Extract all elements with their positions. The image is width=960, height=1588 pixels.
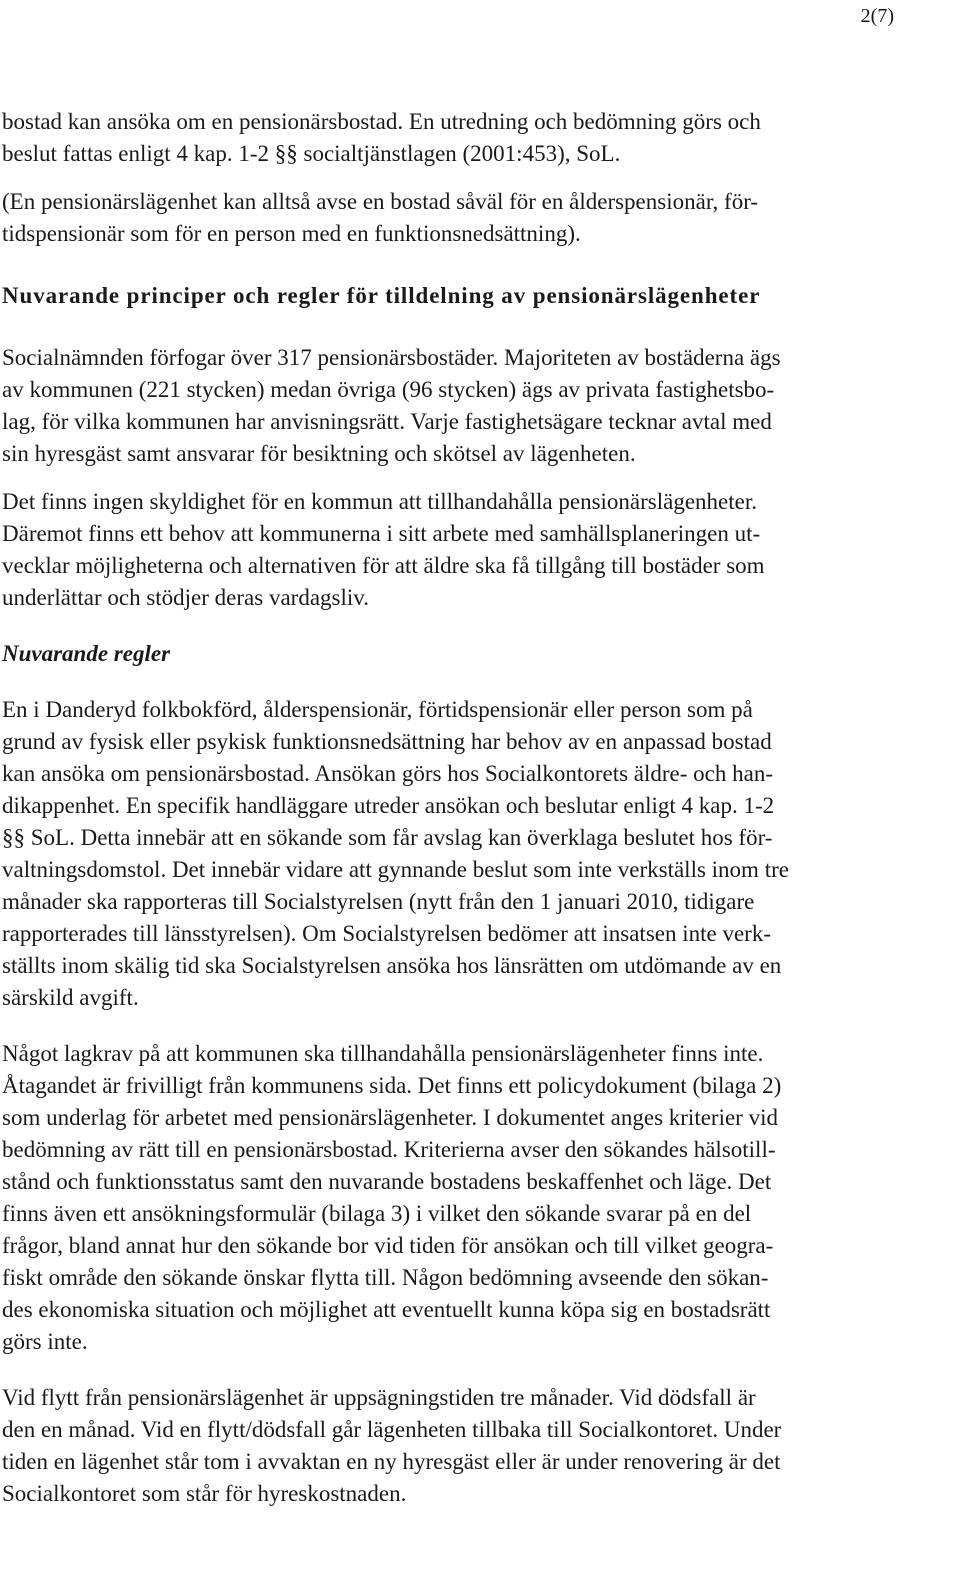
paragraph-housing-count: Socialnämnden förfogar över 317 pensionärsbostäder. Majoriteten av bostäderna ägs av kommunen (221 stycken) medan övriga (96 stycken) ägs av privata fastighetsbo- lag, för vilka kommunen har anvisningsrätt. Varje fastighetsägare tecknar avtal med sin hyresgäst samt ansvarar för besiktning och skötsel av lägenheten. (2, 345, 781, 466)
paragraph-intro-continued: bostad kan ansöka om en pensionärsbostad. En utredning och bedömning görs och beslut fattas enligt 4 kap. 1-2 §§ socialtjänstlagen (2001:453), SoL. (2, 109, 761, 166)
paragraph-policy-document: Något lagkrav på att kommunen ska tillhandahålla pensionärslägenheter finns inte. Åtagandet är frivilligt från kommunens sida. Det finns ett policydokument (bilaga 2) som underlag för arbetet med pensionärslägenheter. I dokumentet anges kriterier vid bedömning av rätt till en pensionärsbostad. Kriterierna avser den sökandes hälsotill- stånd och funktionsstatus samt den nuvarande bostadens beskaffenhet och läge. Det finns även ett ansökningsformulär (bilaga 3) i vilket den sökande svarar på en del frågor, bland annat hur den sökande bor vid tiden för ansökan och till vilket geogra- fiskt område den sökande önskar flytta till. Någon bedömning avseende den sökan- des ekonomiska situation och möjlighet att eventuellt kunna köpa sig en bostadsrätt görs inte. (2, 1041, 782, 1354)
paragraph-notice-period: Vid flytt från pensionärslägenhet är uppsägningstiden tre månader. Vid dödsfall är den en månad. Vid en flytt/dödsfall går lägenheten tillbaka till Socialkontoret. Under tiden en lägenhet står tom i avvaktan en ny hyresgäst eller är under renovering är det Socialkontoret som står för hyreskostnaden. (2, 1385, 782, 1506)
section-heading-principles: Nuvarande principer och regler för tilldelning av pensionärslägenheter (2, 283, 761, 308)
page-number: 2(7) (860, 5, 894, 27)
paragraph-no-obligation: Det finns ingen skyldighet för en kommun att tillhandahålla pensionärslägenheter. Däremot finns ett behov att kommunerna i sitt arbete med samhällsplaneringen ut- vecklar möjligheterna och alternativen för att äldre ska få tillgång till bostäder som underlättar och stödjer deras vardagsliv. (2, 489, 765, 610)
document-body (2, 106, 950, 1510)
paragraph-application-process: En i Danderyd folkbokförd, ålderspensionär, förtidspensionär eller person som på grund av fysisk eller psykisk funktionsnedsättning har behov av en anpassad bostad kan ansöka om pensionärsbostad. Ansökan görs hos Socialkontorets äldre- och han- dikappenhet. En specifik handläggare utreder ansökan och beslutar enligt 4 kap. 1-2 §§ SoL. Detta innebär att en sökande som får avslag kan överklaga beslutet hos för- valtningsdomstol. Det innebär vidare att gynnande beslut som inte verkställs inom tre månader ska rapporteras till Socialstyrelsen (nytt från den 1 januari 2010, tidigare rapporterades till länsstyrelsen). Om Socialstyrelsen bedömer att insatsen inte verk- ställts inom skälig tid ska Socialstyrelsen ansöka hos länsrätten om utdömande av en särskild avgift. (2, 697, 789, 1010)
paragraph-parenthetical-note: (En pensionärslägenhet kan alltså avse en bostad såväl för en ålderspensionär, för- tidspensionär som för en person med en funktionsnedsättning). (2, 189, 759, 246)
subheading-current-rules: Nuvarande regler (2, 641, 171, 666)
